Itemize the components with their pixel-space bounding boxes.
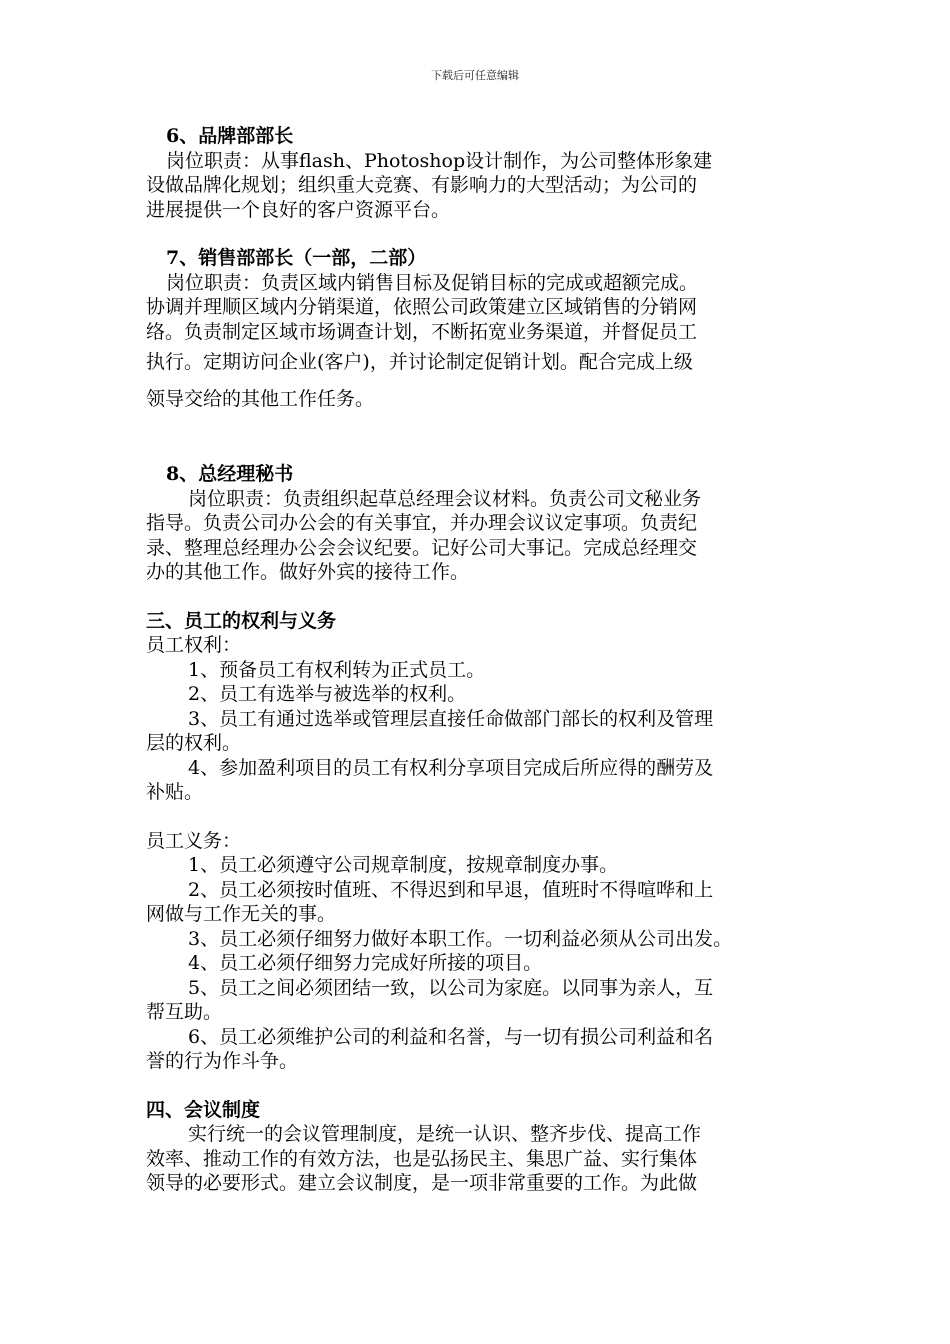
section-8-title: 8、总经理秘书 [166, 463, 294, 485]
section-4-title: 四、会议制度 [146, 1098, 261, 1121]
section-6-line: 设做品牌化规划；组织重大竞赛、有影响力的大型活动；为公司的 [146, 174, 698, 196]
section-4-line: 效率、推动工作的有效方法，也是弘扬民主、集思广益、实行集体 [146, 1147, 698, 1170]
duties-item: 5、员工之间必须团结一致，以公司为家庭。以同事为亲人，互 [188, 976, 714, 999]
document-body [146, 124, 836, 1196]
duties-item: 3、员工必须仔细努力做好本职工作。一切利益必须从公司出发。 [188, 927, 733, 950]
rights-item: 3、员工有通过选举或管理层直接任命做部门部长的权利及管理 [188, 707, 714, 730]
section-4-line: 实行统一的会议管理制度，是统一认识、整齐步伐、提高工作 [188, 1123, 702, 1145]
section-6-line: 岗位职责：从事flash、Photoshop设计制作，为公司整体形象建 [166, 149, 713, 172]
rights-item: 1、预备员工有权利转为正式员工。 [188, 658, 486, 681]
rights-item-cont: 层的权利。 [146, 732, 242, 754]
section-7-title: 7、销售部部长（一部，二部） [166, 247, 427, 269]
duties-item-cont: 网做与工作无关的事。 [146, 903, 337, 925]
section-4-line: 领导的必要形式。建立会议制度，是一项非常重要的工作。为此做 [146, 1172, 698, 1194]
section-8-line: 录、整理总经理办公会会议纪要。记好公司大事记。完成总经理交 [146, 536, 698, 559]
section-3-title: 三、员工的权利与义务 [146, 609, 337, 632]
duties-item-cont: 誉的行为作斗争。 [146, 1050, 299, 1072]
section-7-line: 络。负责制定区域市场调查计划，不断拓宽业务渠道，并督促员工 [146, 320, 698, 343]
rights-label: 员工权利： [146, 634, 242, 656]
section-8-line: 岗位职责：负责组织起草总经理会议材料。负责公司文秘业务 [188, 487, 702, 510]
duties-item: 6、员工必须维护公司的利益和名誉，与一切有损公司利益和名 [188, 1025, 714, 1048]
page-header: 下载后可任意编辑 [431, 69, 519, 82]
section-7-line: 协调并理顺区域内分销渠道，依照公司政策建立区域销售的分销网 [146, 296, 698, 318]
section-6-title: 6、品牌部部长 [166, 125, 294, 147]
duties-item: 2、员工必须按时值班、不得迟到和早退，值班时不得喧哗和上 [188, 878, 714, 901]
section-7-line: 执行。定期访问企业(客户)，并讨论制定促销计划。配合完成上级 [146, 351, 693, 373]
duties-item: 4、员工必须仔细努力完成好所接的项目。 [188, 952, 543, 974]
section-7-line: 领导交给的其他工作任务。 [146, 388, 375, 410]
duties-item: 1、员工必须遵守公司规章制度，按规章制度办事。 [188, 854, 619, 876]
section-6-line: 进展提供一个良好的客户资源平台。 [146, 198, 451, 221]
duties-label: 员工义务： [146, 829, 242, 852]
section-8-line: 办的其他工作。做好外宾的接待工作。 [146, 561, 470, 583]
duties-item-cont: 帮互助。 [146, 1001, 223, 1023]
rights-item: 2、员工有选举与被选举的权利。 [188, 683, 467, 705]
section-8-line: 指导。负责公司办公会的有关事宜，并办理会议议定事项。负责纪 [146, 512, 698, 534]
rights-item-cont: 补贴。 [146, 781, 204, 803]
rights-item: 4、参加盈利项目的员工有权利分享项目完成后所应得的酬劳及 [188, 756, 714, 779]
section-7-line: 岗位职责：负责区域内销售目标及促销目标的完成或超额完成。 [166, 271, 699, 294]
